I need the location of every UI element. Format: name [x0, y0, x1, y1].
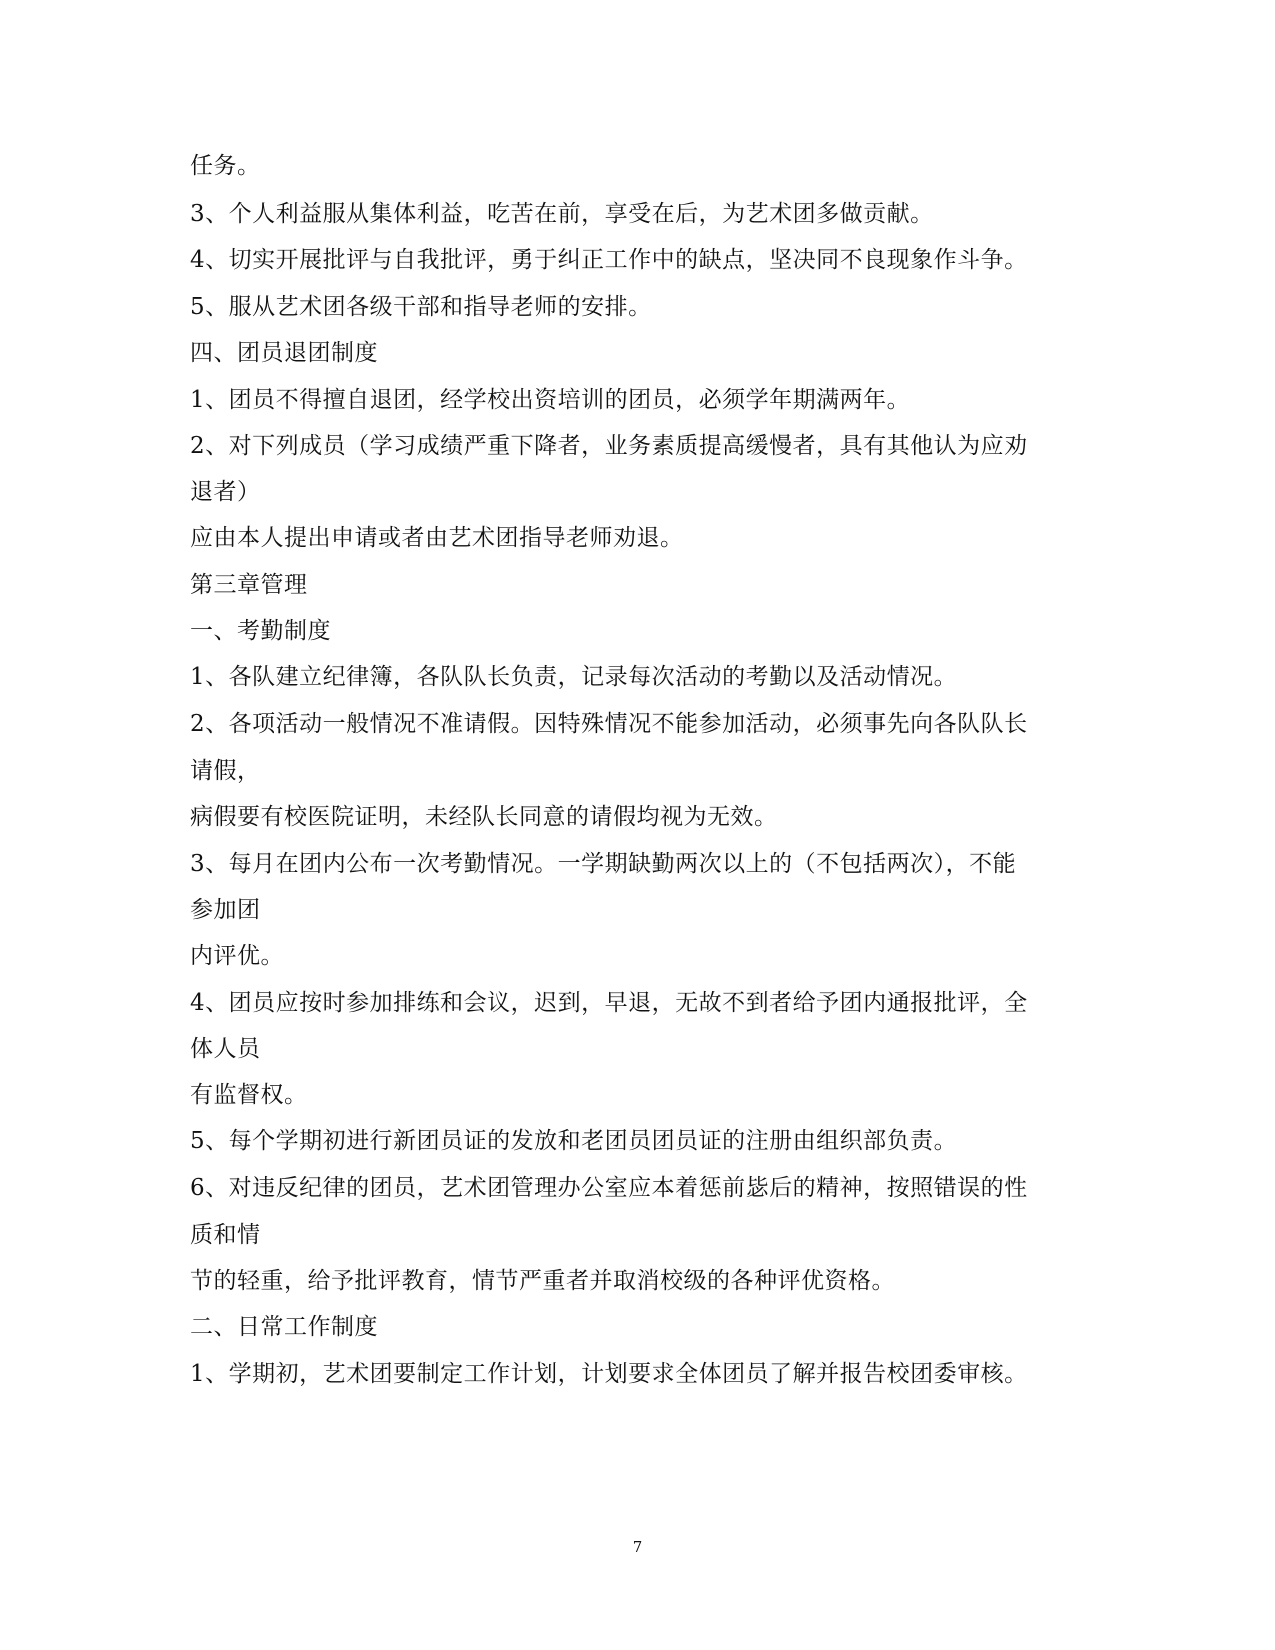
text-line: 体人员	[190, 1036, 261, 1062]
text-line: 内评优。	[190, 943, 284, 969]
text-line: 病假要有校医院证明，未经队长同意的请假均视为无效。	[190, 804, 778, 830]
text-line: 5、每个学期初进行新团员证的发放和老团员团员证的注册由组织部负责。	[190, 1128, 958, 1154]
text-line: 参加团	[190, 897, 261, 923]
section-heading: 二、日常工作制度	[190, 1314, 378, 1340]
text-line: 5、服从艺术团各级干部和指导老师的安排。	[190, 294, 652, 320]
text-line: 请假，	[190, 758, 261, 784]
text-line: 1、团员不得擅自退团，经学校出资培训的团员，必须学年期满两年。	[190, 387, 911, 413]
text-line: 4、团员应按时参加排练和会议，迟到，早退，无故不到者给予团内通报批评，全	[190, 990, 1028, 1016]
text-line: 3、个人利益服从集体利益，吃苦在前，享受在后，为艺术团多做贡献。	[190, 201, 934, 227]
text-line: 4、切实开展批评与自我批评，勇于纠正工作中的缺点，坚决同不良现象作斗争。	[190, 247, 1028, 273]
text-line: 有监督权。	[190, 1082, 308, 1108]
page-number: 7	[632, 1538, 643, 1556]
text-line: 3、每月在团内公布一次考勤情况。一学期缺勤两次以上的（不包括两次），不能	[190, 851, 1017, 877]
section-heading: 一、考勤制度	[190, 618, 331, 644]
text-line: 1、学期初，艺术团要制定工作计划，计划要求全体团员了解并报告校团委审核。	[190, 1361, 1028, 1387]
text-line: 退者）	[190, 479, 261, 505]
text-line: 任务。	[190, 153, 261, 179]
text-line: 2、各项活动一般情况不准请假。因特殊情况不能参加活动，必须事先向各队队长	[190, 711, 1028, 737]
chapter-heading: 第三章管理	[190, 572, 308, 598]
text-line: 1、各队建立纪律簿，各队队长负责，记录每次活动的考勤以及活动情况。	[190, 664, 958, 690]
section-heading: 四、团员退团制度	[190, 340, 378, 366]
text-line: 质和情	[190, 1222, 261, 1248]
text-line: 2、对下列成员（学习成绩严重下降者，业务素质提高缓慢者，具有其他认为应劝	[190, 433, 1028, 459]
text-line: 6、对违反纪律的团员，艺术团管理办公室应本着惩前毖后的精神，按照错误的性	[190, 1175, 1028, 1201]
text-line: 应由本人提出申请或者由艺术团指导老师劝退。	[190, 525, 684, 551]
text-line: 节的轻重，给予批评教育，情节严重者并取消校级的各种评优资格。	[190, 1268, 895, 1294]
